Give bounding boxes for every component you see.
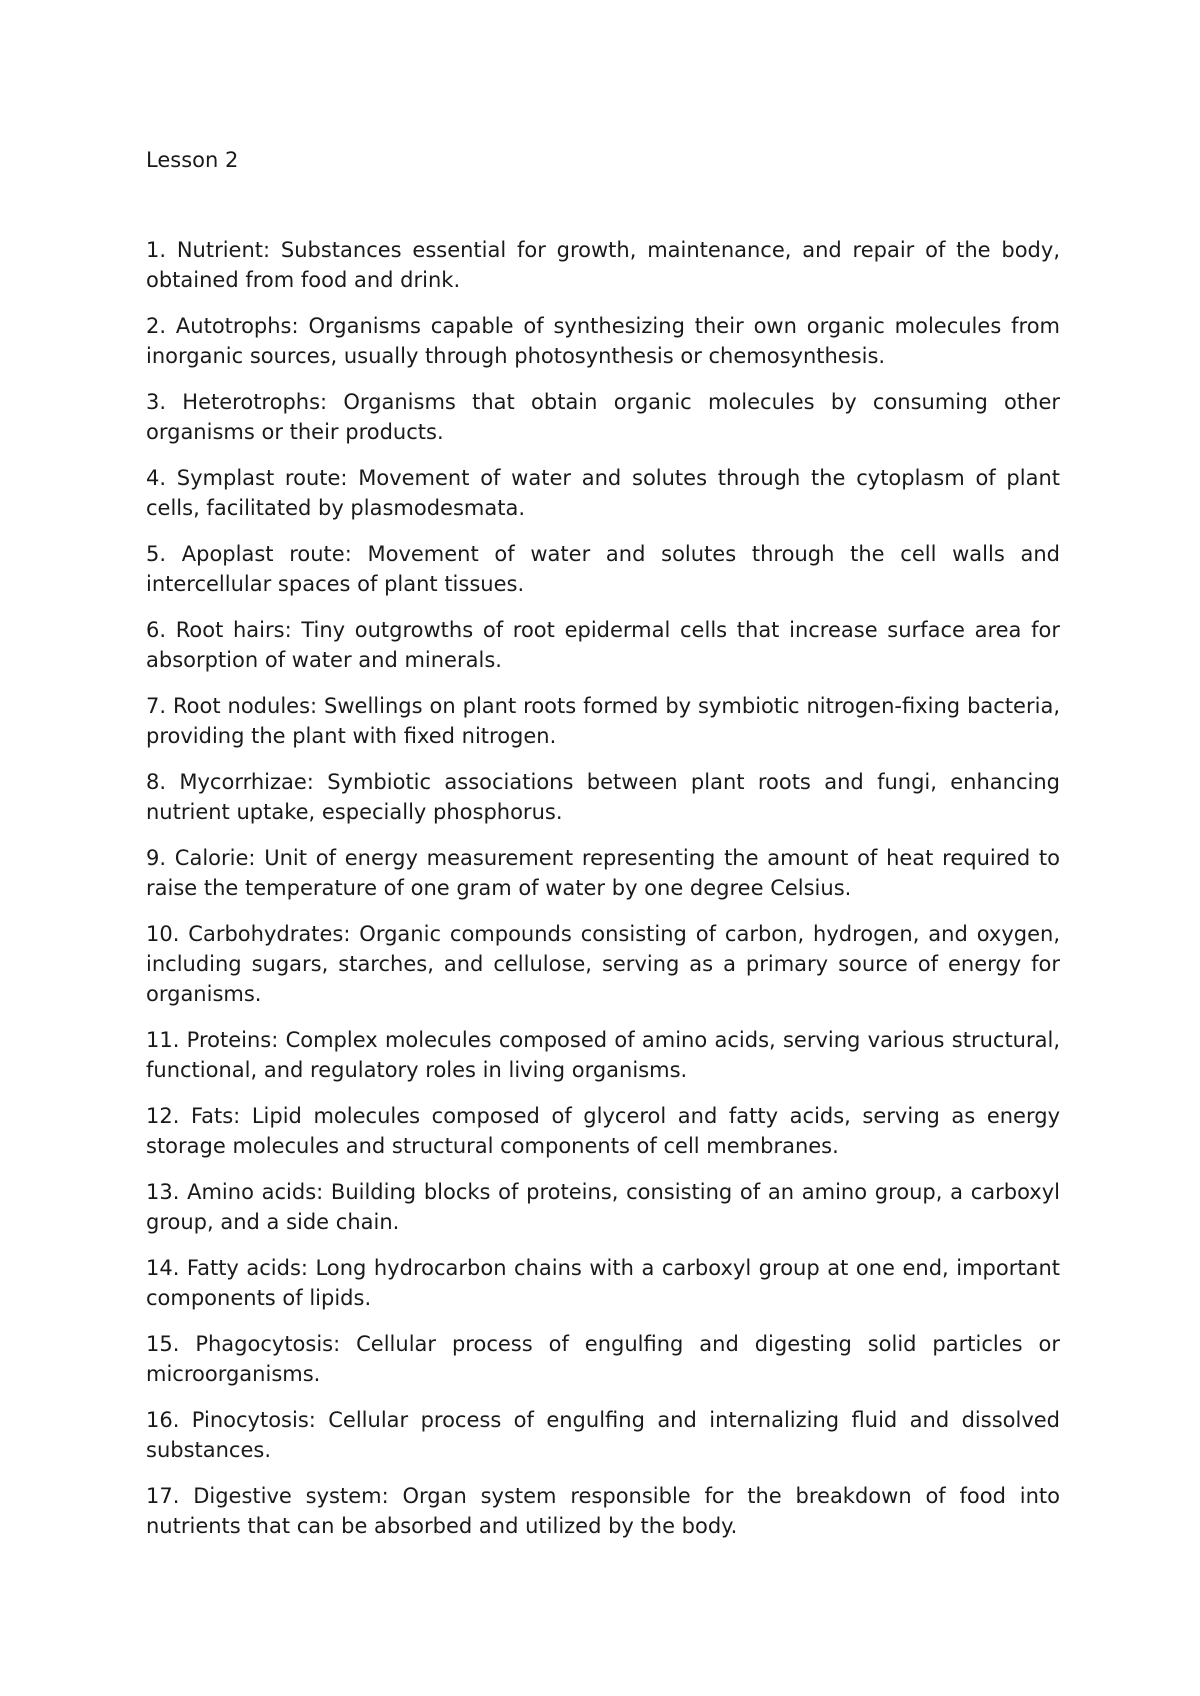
definition-item: 2. Autotrophs: Organisms capable of synthesizing their own organic molecules from inorganic sources, usually through photosynthesis or chemosynthesis. [146,314,1060,368]
definition-item: 11. Proteins: Complex molecules composed of amino acids, serving various structural, functional, and regulatory roles in living organisms. [146,1028,1060,1082]
definition-item: 10. Carbohydrates: Organic compounds consisting of carbon, hydrogen, and oxygen, including sugars, starches, and cellulose, serving as a primary source of energy for organisms. [146,922,1060,1006]
definition-item: 16. Pinocytosis: Cellular process of engulfing and internalizing fluid and dissolved substances. [146,1408,1060,1462]
definition-item: 1. Nutrient: Substances essential for growth, maintenance, and repair of the body, obtained from food and drink. [146,238,1060,292]
definition-item: 9. Calorie: Unit of energy measurement representing the amount of heat required to raise the temperature of one gram of water by one degree Celsius. [146,846,1060,900]
page-title: Lesson 2 [146,148,239,172]
definition-item: 15. Phagocytosis: Cellular process of engulfing and digesting solid particles or microorganisms. [146,1332,1060,1386]
definition-item: 13. Amino acids: Building blocks of proteins, consisting of an amino group, a carboxyl group, and a side chain. [146,1180,1060,1234]
definition-item: 4. Symplast route: Movement of water and solutes through the cytoplasm of plant cells, facilitated by plasmodesmata. [146,466,1060,520]
definition-item: 6. Root hairs: Tiny outgrowths of root epidermal cells that increase surface area for absorption of water and minerals. [146,618,1060,672]
definition-item: 17. Digestive system: Organ system responsible for the breakdown of food into nutrients that can be absorbed and utilized by the body. [146,1484,1060,1538]
definitions-list [146,235,1060,1557]
definition-item: 7. Root nodules: Swellings on plant roots formed by symbiotic nitrogen-fixing bacteria, providing the plant with fixed nitrogen. [146,694,1060,748]
definition-item: 14. Fatty acids: Long hydrocarbon chains with a carboxyl group at one end, important components of lipids. [146,1256,1060,1310]
definition-item: 12. Fats: Lipid molecules composed of glycerol and fatty acids, serving as energy storage molecules and structural components of cell membranes. [146,1104,1060,1158]
definition-item: 5. Apoplast route: Movement of water and solutes through the cell walls and intercellular spaces of plant tissues. [146,542,1060,596]
definition-item: 8. Mycorrhizae: Symbiotic associations between plant roots and fungi, enhancing nutrient uptake, especially phosphorus. [146,770,1060,824]
definition-item: 3. Heterotrophs: Organisms that obtain organic molecules by consuming other organisms or their products. [146,390,1060,444]
